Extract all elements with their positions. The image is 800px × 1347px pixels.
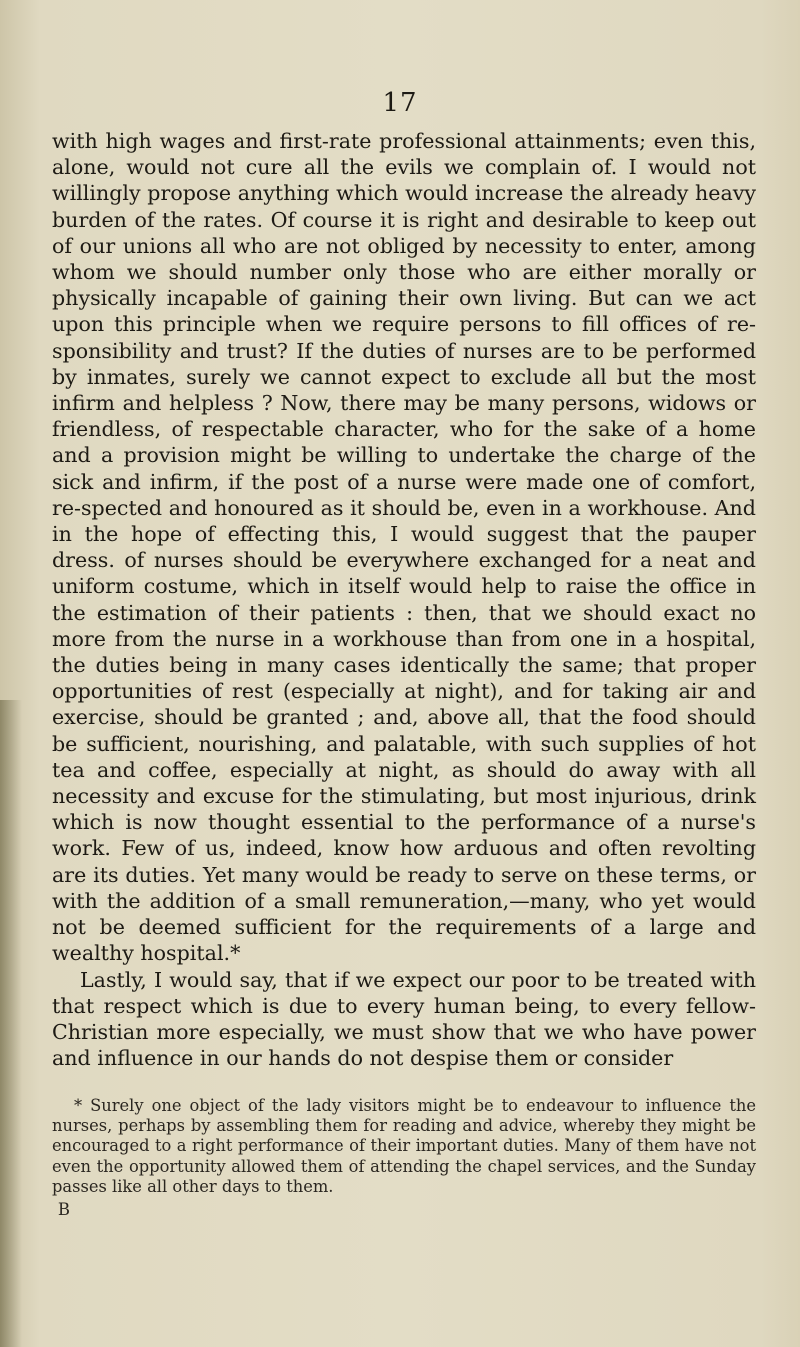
body-paragraph-1: with high wages and first-rate professional attainments; even this, alone, would not cure all the evils we complain of. I would not willingly propose anything which would increase the already heavy burden of the rates. Of course it is right and desirable to keep out of our unions all who are not obliged by necessity to enter, among whom we should number only those who are either morally or physically incapable of gaining their own living. But can we act upon this principle when we require persons to fill offices of re-sponsibility and trust? If the duties of nurses are to be performed by inmates, surely we cannot expect to exclude all but the most infirm and helpless ? Now, there may be many persons, widows or friendless, of respectable character, who for the sake of a home and a provision might be willing to undertake the charge of the sick and infirm, if the post of a nurse were made one of comfort, re-spected and honoured as it should be, even in a workhouse. And in the hope of effecting this, I would suggest that the pauper dress. of nurses should be everywhere exchanged for a neat and uniform costume, which in itself would help to raise the office in the estimation of their patients : then, that we should exact no more from the nurse in a workhouse than from one in a hospital, the duties being in many cases identically the same; that proper opportunities of rest (especially at night), and for taking air and exercise, should be granted ; and, above all, that the food should be sufficient, nourishing, and palatable, with such supplies of hot tea and coffee, especially at night, as should do away with all necessity and excuse for the stimulating, but most injurious, drink which is now thought essential to the performance of a nurse's work. Few of us, indeed, know how arduous and often revolting are its duties. Yet many would be ready to serve on these terms, or with the addition of a small remuneration,—many, who yet would not be deemed sufficient for the requirements of a large and wealthy hospital.*: [52, 129, 756, 966]
signature-mark: B: [57, 1200, 71, 1219]
page-edge-shadow: [0, 700, 22, 1347]
footnote: [52, 1096, 756, 1197]
page-number: 17: [382, 88, 418, 118]
footnote-text: * Surely one object of the lady visitors might be to endeavour to influence the nurses, perhaps by assembling them for reading and advice, whereby they might be encouraged to a right performance of their important duties. Many of them have not even the opportunity allowed them of attending the chapel services, and the Sunday passes like all other days to them.: [52, 1096, 756, 1196]
body-paragraph-2: Lastly, I would say, that if we expect our poor to be treated with that respect which is due to every human being, to every fellow-Christian more especially, we must show that we who have power and influence in our hands do not despise them or consider: [52, 967, 756, 1071]
body-text: [52, 128, 756, 1071]
